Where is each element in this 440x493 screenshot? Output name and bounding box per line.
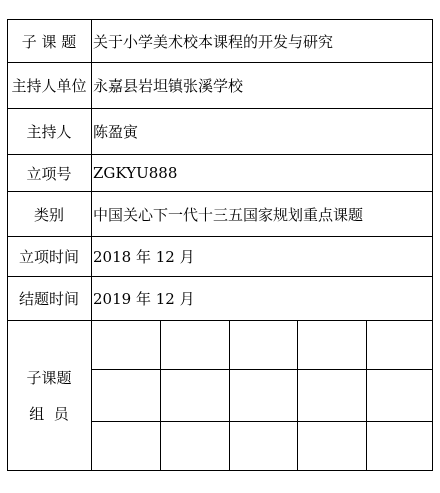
member-cell[interactable] (92, 422, 160, 470)
member-cell[interactable] (161, 321, 229, 369)
category-label: 类别 (33, 205, 64, 224)
approval-date-label: 立项时间 (18, 248, 79, 266)
completion-date-label: 结题时间 (18, 290, 79, 308)
members-label (7, 321, 91, 471)
subject-value: 关于小学美术校本课程的开发与研究 (93, 32, 334, 51)
member-cell[interactable] (298, 370, 366, 421)
host-unit-value: 永嘉县岩坦镇张溪学校 (93, 77, 244, 95)
member-cell[interactable] (230, 321, 297, 369)
host-value: 陈盈寅 (93, 123, 139, 141)
member-cell[interactable] (298, 321, 366, 369)
project-number-label: 立项号 (26, 164, 72, 183)
members-label-line1: 子课题 (26, 369, 72, 387)
completion-date-value: 2019 年 12 月 (93, 290, 195, 308)
member-cell[interactable] (92, 370, 160, 421)
approval-date-value: 2018 年 12 月 (93, 248, 195, 266)
member-cell[interactable] (367, 370, 432, 421)
table-border-right (432, 19, 433, 471)
member-cell[interactable] (161, 422, 229, 470)
category-value: 中国关心下一代十三五国家规划重点课题 (93, 205, 364, 224)
member-cell[interactable] (367, 422, 432, 470)
project-info-table (7, 19, 433, 471)
member-cell[interactable] (230, 370, 297, 421)
member-cell[interactable] (367, 321, 432, 369)
member-cell[interactable] (298, 422, 366, 470)
members-label-line2: 组 员 (29, 405, 69, 423)
member-cell[interactable] (92, 321, 160, 369)
host-label: 主持人 (26, 123, 72, 141)
host-unit-label: 主持人单位 (11, 77, 87, 95)
member-cell[interactable] (230, 422, 297, 470)
project-number-value: ZGKYU888 (93, 164, 178, 182)
subject-label: 子 课 题 (21, 32, 77, 51)
member-cell[interactable] (161, 370, 229, 421)
